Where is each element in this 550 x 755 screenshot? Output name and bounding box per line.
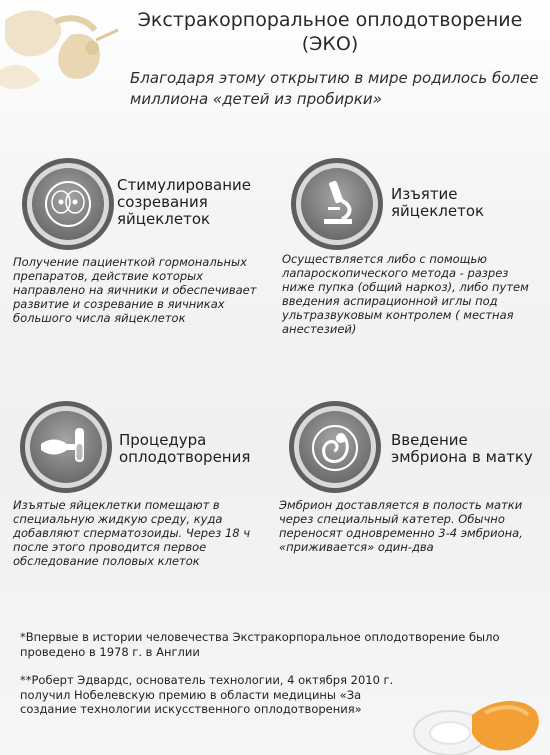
page-title: Экстракорпоральное оплодотворение (ЭКО) [137,9,523,55]
footnote-first: *Впервые в истории человечества Экстракорпоральное оплодотворение было проведено в 1978 г. в Англии [20,630,500,659]
microscope-icon [290,157,384,251]
test-tube-icon [19,400,113,494]
step-desc-transfer: Эмбрион доставляется в полость матки через специальный катетер. Обычно переносят одновременно 3-4 эмбриона, «приживается» один-два [279,498,523,554]
embryo-icon [288,400,382,494]
step-desc-stimulation: Получение пациенткой гормональных препаратов, действие которых направлено на яичники и обеспечивает развитие и созревание в яичниках большого числа яйцеклеток [13,255,257,325]
stork-illustration [0,0,140,105]
step-title-transfer: Введение эмбриона в матку [391,431,533,466]
step-desc-fertilization: Изъятые яйцеклетки помещают в специальную жидкую среду, куда добавляют сперматозоиды. Через 18 ч после этого проводится первое обследование половых клеток [13,498,251,568]
footnote-nobel: **Роберт Эдвардс, основатель технологии, 4 октября 2010 г. получил Нобелевскую премию в области медицины «За создание технологии искусственного оплодотворения» [20,673,394,716]
step-title-stimulation: Стимулирование созревания яйцеклеток [117,176,252,228]
cell-icon [21,157,115,251]
page-subtitle: Благодаря этому открытию в мире родилось более миллиона «детей из пробирки» [130,69,539,108]
step-desc-retrieval: Осуществляется либо с помощью лапароскопического метода - разрез ниже пупка (общий наркоз), либо путем введения аспирационной иглы под ультразвуковым контролем ( местная анестезией) [282,252,529,336]
step-title-retrieval: Изъятие яйцеклеток [391,185,485,220]
step-title-fertilization: Процедура оплодотворения [119,431,251,466]
pacifier-illustration [410,665,550,755]
